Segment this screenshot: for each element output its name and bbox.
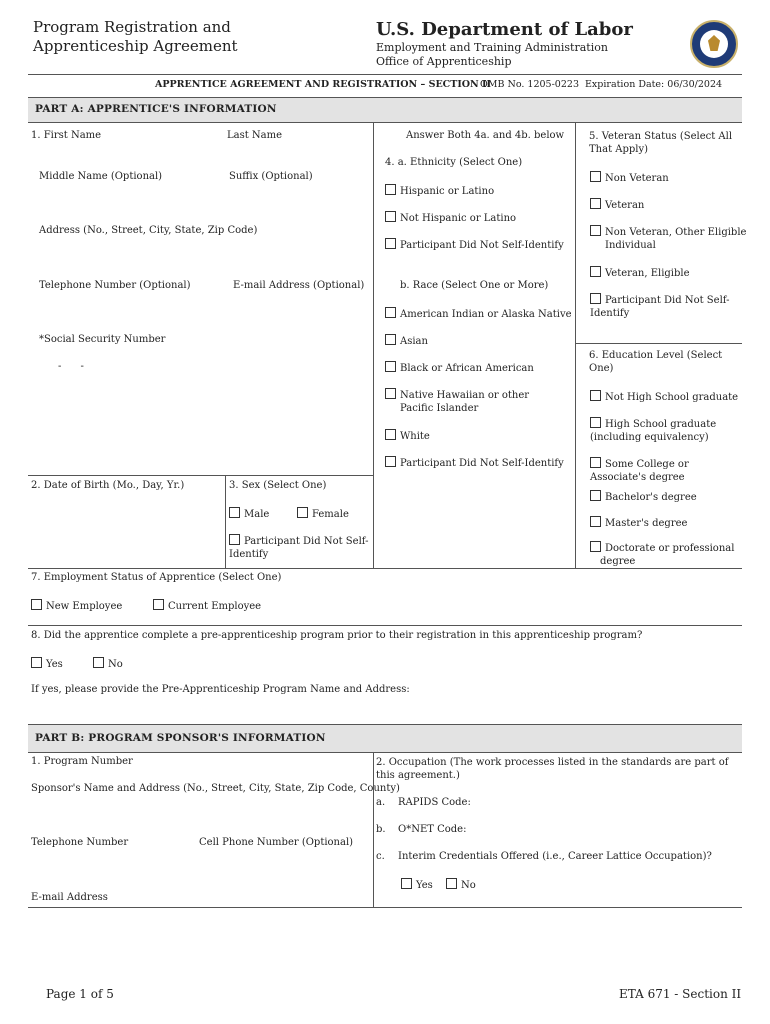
form-title-line2: Apprenticeship Agreement <box>33 37 238 55</box>
ssn-label: *Social Security Number <box>39 334 166 345</box>
checkbox[interactable] <box>590 457 601 468</box>
agency-line1: Employment and Training Administration <box>376 41 608 54</box>
ethnicity-option-not-identified[interactable]: Participant Did Not Self-Identify <box>385 238 564 251</box>
checkbox[interactable] <box>229 534 240 545</box>
veteran-label: 5. Veteran Status (Select All That Apply) <box>589 131 733 155</box>
checkbox[interactable] <box>385 184 396 195</box>
telephone-label: Telephone Number (Optional) <box>39 280 191 291</box>
checkbox[interactable] <box>401 878 412 889</box>
checkbox[interactable] <box>590 541 601 552</box>
suffix-label: Suffix (Optional) <box>229 171 313 182</box>
checkbox[interactable] <box>385 211 396 222</box>
sponsor-email-label: E-mail Address <box>31 892 108 903</box>
checkbox[interactable] <box>590 516 601 527</box>
checkbox[interactable] <box>385 429 396 440</box>
ethnicity-option-not-hispanic[interactable]: Not Hispanic or Latino <box>385 211 516 224</box>
race-option-white[interactable]: White <box>385 429 430 442</box>
employment-option-current[interactable]: Current Employee <box>153 599 261 612</box>
education-option-not-hs[interactable]: Not High School graduate <box>590 390 738 403</box>
first-name-label: 1. First Name <box>31 130 102 141</box>
interim-no[interactable]: No <box>446 878 476 891</box>
interim-credentials-label: Interim Credentials Offered (i.e., Career Lattice Occupation)? <box>398 851 712 862</box>
checkbox[interactable] <box>590 490 601 501</box>
checkbox[interactable] <box>153 599 164 610</box>
veteran-option-veteran[interactable]: Veteran <box>590 198 644 211</box>
rapids-code-label: RAPIDS Code: <box>398 797 471 808</box>
veteran-option-eligible[interactable]: Veteran, Eligible <box>590 266 690 279</box>
pre-apprenticeship-no[interactable]: No <box>93 657 123 670</box>
race-option-black[interactable]: Black or African American <box>385 361 534 374</box>
onet-letter: b. <box>376 824 386 835</box>
sponsor-cell-label: Cell Phone Number (Optional) <box>199 837 354 848</box>
veteran-option-not-identified[interactable]: Participant Did Not Self-Identify <box>590 295 730 319</box>
sponsor-name-label: Sponsor's Name and Address (No., Street, City, State, Zip Code, County) <box>31 783 400 794</box>
dob-label: 2. Date of Birth (Mo., Day, Yr.) <box>31 480 185 491</box>
email-label: E-mail Address (Optional) <box>233 280 365 291</box>
checkbox[interactable] <box>590 266 601 277</box>
interim-yes[interactable]: Yes <box>401 878 433 891</box>
ethnicity-option-hispanic[interactable]: Hispanic or Latino <box>385 184 494 197</box>
education-label: 6. Education Level (Select One) <box>589 350 723 374</box>
education-option-some-college[interactable]: Some College or Associate's degree <box>590 459 689 483</box>
checkbox[interactable] <box>590 171 601 182</box>
race-label: b. Race (Select One or More) <box>400 280 549 291</box>
checkbox[interactable] <box>93 657 104 668</box>
part-b-header <box>28 724 742 753</box>
expiration-date: Expiration Date: 06/30/2024 <box>585 79 723 90</box>
checkbox[interactable] <box>385 361 396 372</box>
education-option-bachelors[interactable]: Bachelor's degree <box>590 490 697 503</box>
sex-option-not-identified[interactable]: Participant Did Not Self-Identify <box>229 536 369 560</box>
part-a-title: PART A: APPRENTICE'S INFORMATION <box>35 103 277 115</box>
checkbox[interactable] <box>446 878 457 889</box>
rapids-letter: a. <box>376 797 386 808</box>
checkbox[interactable] <box>229 507 240 518</box>
sex-label: 3. Sex (Select One) <box>229 480 327 491</box>
veteran-option-non-veteran[interactable]: Non Veteran <box>590 171 669 184</box>
occupation-label: 2. Occupation (The work processes listed in the standards are part of this agreement.) <box>376 757 729 781</box>
checkbox[interactable] <box>590 198 601 209</box>
program-number-label: 1. Program Number <box>31 756 133 767</box>
education-option-hs[interactable]: High School graduate (including equivalency) <box>590 419 717 443</box>
checkbox[interactable] <box>31 599 42 610</box>
ssn-field[interactable]: - - <box>58 361 84 372</box>
dol-seal-icon <box>690 20 738 68</box>
sex-option-male[interactable]: Male <box>229 507 269 520</box>
ethnicity-label: 4. a. Ethnicity (Select One) <box>385 157 523 168</box>
checkbox[interactable] <box>590 293 601 304</box>
checkbox[interactable] <box>590 225 601 236</box>
checkbox[interactable] <box>385 456 396 467</box>
part-b-title: PART B: PROGRAM SPONSOR'S INFORMATION <box>35 732 326 744</box>
page-number: Page 1 of 5 <box>46 987 114 1001</box>
checkbox[interactable] <box>590 417 601 428</box>
sponsor-telephone-label: Telephone Number <box>31 837 129 848</box>
checkbox[interactable] <box>385 238 396 249</box>
agency-line2: Office of Apprenticeship <box>376 55 512 68</box>
checkbox[interactable] <box>385 307 396 318</box>
veteran-option-other-eligible[interactable]: Non Veteran, Other Eligible Individual <box>590 225 755 252</box>
race-option-pacific-islander[interactable]: Native Hawaiian or other Pacific Islander <box>385 388 550 415</box>
part-a-header <box>28 97 742 123</box>
section-title: APPRENTICE AGREEMENT AND REGISTRATION – SECTION II <box>155 79 491 90</box>
form-title-line1: Program Registration and <box>33 18 231 36</box>
checkbox[interactable] <box>385 334 396 345</box>
race-option-american-indian[interactable]: American Indian or Alaska Native <box>385 307 572 320</box>
onet-code-label: O*NET Code: <box>398 824 467 835</box>
pre-apprenticeship-followup: If yes, please provide the Pre-Apprenticeship Program Name and Address: <box>31 684 410 695</box>
checkbox[interactable] <box>385 388 396 399</box>
sex-option-female[interactable]: Female <box>297 507 349 520</box>
checkbox[interactable] <box>31 657 42 668</box>
interim-letter: c. <box>376 851 385 862</box>
pre-apprenticeship-question: 8. Did the apprentice complete a pre-apprenticeship program prior to their registration in this apprenticeship program? <box>31 630 643 641</box>
education-option-masters[interactable]: Master's degree <box>590 516 687 529</box>
address-label: Address (No., Street, City, State, Zip Code) <box>39 225 258 236</box>
education-option-doctorate[interactable]: Doctorate or professional degree <box>590 541 750 568</box>
checkbox[interactable] <box>297 507 308 518</box>
pre-apprenticeship-yes[interactable]: Yes <box>31 657 63 670</box>
department-name: U.S. Department of Labor <box>376 19 633 40</box>
form-title <box>33 18 238 56</box>
race-option-not-identified[interactable]: Participant Did Not Self-Identify <box>385 456 564 469</box>
omb-number: OMB No. 1205-0223 <box>480 79 579 90</box>
employment-label: 7. Employment Status of Apprentice (Select One) <box>31 572 282 583</box>
race-option-asian[interactable]: Asian <box>385 334 428 347</box>
checkbox[interactable] <box>590 390 601 401</box>
middle-name-label: Middle Name (Optional) <box>39 171 163 182</box>
last-name-label: Last Name <box>227 130 283 141</box>
answer-both-note: Answer Both 4a. and 4b. below <box>406 130 565 141</box>
employment-option-new[interactable]: New Employee <box>31 599 122 612</box>
form-id: ETA 671 - Section II <box>619 987 742 1001</box>
